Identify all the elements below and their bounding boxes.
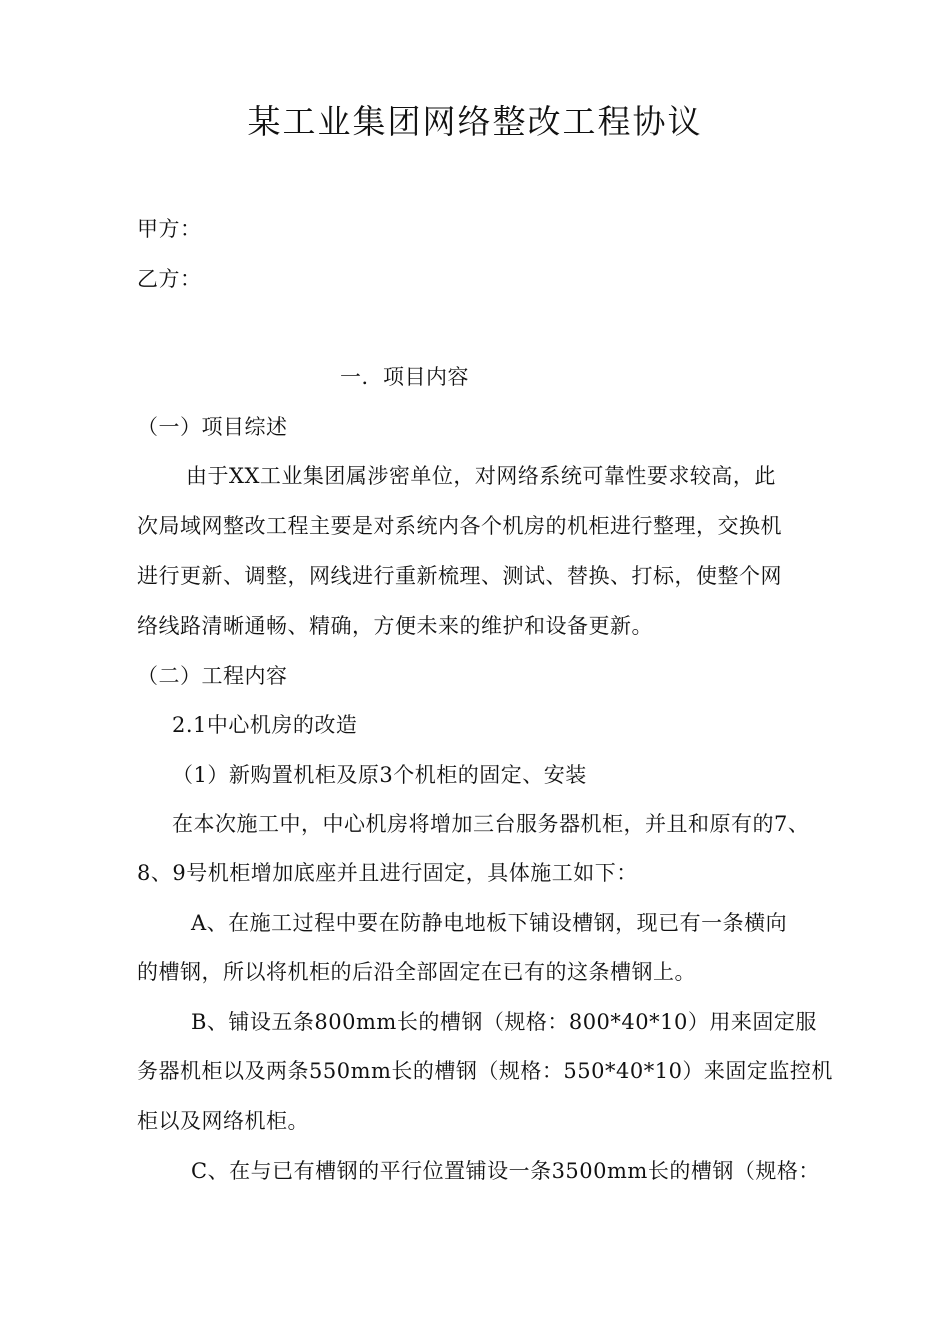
construction-paragraph-line: 在本次施工中，中心机房将增加三台服务器机柜，并且和原有的7、	[172, 812, 810, 836]
overview-paragraph-line: 由于XX工业集团属涉密单位，对网络系统可靠性要求较高，此	[186, 464, 776, 488]
step-b-line: B、铺设五条800mm长的槽钢（规格：800*40*10）用来固定服	[191, 1010, 817, 1034]
subsection-heading-engineering: （二）工程内容	[137, 664, 288, 688]
step-a-line: 的槽钢，所以将机柜的后沿全部固定在已有的这条槽钢上。	[137, 960, 696, 984]
section-heading-project-content: 一．项目内容	[340, 365, 469, 389]
overview-paragraph-line: 络线路清晰通畅、精确，方便未来的维护和设备更新。	[137, 614, 653, 638]
construction-paragraph-line: 8、9号机柜增加底座并且进行固定，具体施工如下：	[137, 861, 638, 885]
overview-paragraph-line: 次局域网整改工程主要是对系统内各个机房的机柜进行整理，交换机	[137, 514, 782, 538]
step-c-line: C、在与已有槽钢的平行位置铺设一条3500mm长的槽钢（规格：	[191, 1159, 820, 1183]
party-b-label: 乙方：	[137, 267, 202, 291]
step-b-line: 务器机柜以及两条550mm长的槽钢（规格：550*40*10）来固定监控机	[137, 1059, 833, 1083]
overview-paragraph-line: 进行更新、调整，网线进行重新梳理、测试、替换、打标，使整个网	[137, 564, 782, 588]
step-b-line: 柜以及网络机柜。	[137, 1109, 309, 1133]
item-heading-cabinets: （1）新购置机柜及原3个机柜的固定、安装	[172, 763, 587, 787]
step-a-line: A、在施工过程中要在防静电地板下铺设槽钢，现已有一条横向	[191, 911, 788, 935]
item-heading-central-room: 2.1中心机房的改造	[172, 713, 358, 737]
party-a-label: 甲方：	[137, 217, 202, 241]
subsection-heading-overview: （一）项目综述	[137, 415, 288, 439]
document-title: 某工业集团网络整改工程协议	[247, 102, 703, 141]
